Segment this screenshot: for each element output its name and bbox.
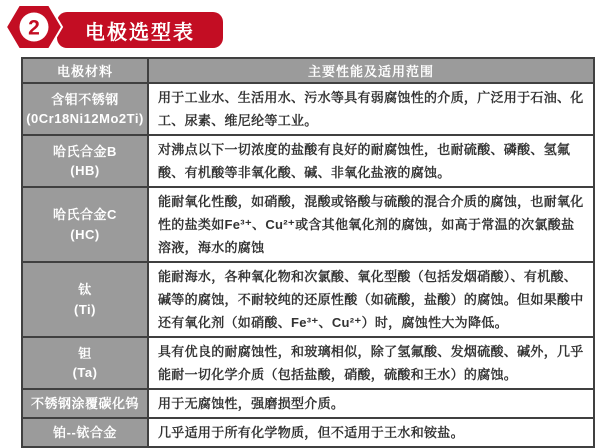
badge-hexagon-icon [5, 3, 63, 51]
table-row [22, 262, 594, 337]
description-cell: 用于无腐蚀性，强磨损型介质。 [148, 389, 594, 418]
table-row [22, 418, 594, 447]
material-cell [22, 418, 148, 447]
material-name: 钛 [78, 282, 92, 297]
material-cell [22, 135, 148, 187]
material-cell [22, 389, 148, 418]
table-row [22, 337, 594, 389]
table-row [22, 135, 594, 187]
table-row [22, 83, 594, 135]
material-cell [22, 337, 148, 389]
description-cell: 具有优良的耐腐蚀性，和玻璃相似，除了氢氟酸、发烟硫酸、碱外，几乎能耐一切化学介质（包括盐酸，硝酸，硫酸和王水）的腐蚀。 [148, 337, 594, 389]
material-code: (HC) [70, 226, 100, 242]
material-cell [22, 83, 148, 135]
badge-number: 2 [28, 16, 40, 40]
column-header-material: 电极材料 [22, 58, 148, 83]
material-name: 哈氏合金C [53, 207, 117, 222]
page-header [0, 0, 600, 56]
table-row [22, 389, 594, 418]
material-name: 钽 [78, 345, 92, 361]
description-cell: 用于工业水、生活用水、污水等具有弱腐蚀性的介质，广泛用于石油、化工、尿素、维尼纶等工业。 [148, 83, 594, 135]
description-cell: 几乎适用于所有化学物质，但不适用于王水和铵盐。 [148, 418, 594, 447]
table-header-row [22, 58, 594, 83]
material-cell [22, 187, 148, 262]
material-cell [22, 262, 148, 337]
electrode-selection-table [21, 57, 595, 448]
description-cell: 能耐海水，各种氧化物和次氯酸、氧化型酸（包括发烟硝酸）、有机酸、碱等的腐蚀，不耐较纯的还原性酸（如硫酸，盐酸）的腐蚀。但如果酸中还有氧化剂（如硝酸、Fe³⁺、Cu²⁺）时，腐蚀性大为降低。 [148, 262, 594, 337]
material-name: 含钼不锈钢 [51, 91, 119, 107]
table-row [22, 187, 594, 262]
material-code: (Ta) [72, 365, 98, 380]
material-code: (0Cr18Ni12Mo2Ti) [26, 111, 144, 126]
material-name: 不锈钢涂覆碳化钨 [30, 395, 139, 411]
material-code: (HB) [70, 163, 100, 178]
material-name: 铂--铱合金 [53, 424, 117, 440]
column-header-performance: 主要性能及适用范围 [148, 58, 594, 83]
title-ribbon [57, 12, 223, 48]
page-title: 电极选型表 [85, 21, 195, 44]
description-cell: 对沸点以下一切浓度的盐酸有良好的耐腐蚀性，也耐硫酸、磷酸、氢氟酸、有机酸等非氧化酸、碱、非氧化盐液的腐蚀。 [148, 135, 594, 187]
material-code: (Ti) [74, 301, 96, 317]
description-cell: 能耐氧化性酸，如硝酸，混酸或铬酸与硫酸的混合介质的腐蚀，也耐氧化性的盐类如Fe³⁺、Cu²⁺或含其他氧化剂的腐蚀，如高于常温的次氯酸盐溶液，海水的腐蚀 [148, 187, 594, 262]
material-name: 哈氏合金B [53, 143, 117, 159]
